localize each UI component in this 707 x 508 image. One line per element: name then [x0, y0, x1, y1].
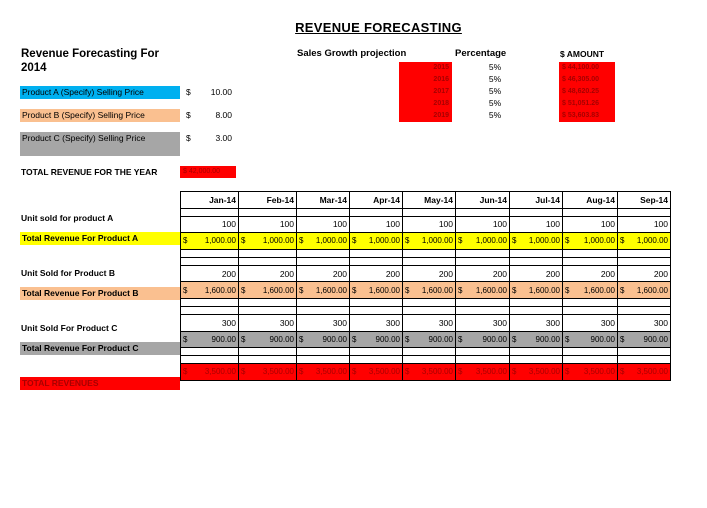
spacer [181, 257, 239, 265]
spacer [239, 298, 297, 306]
total-a-row [181, 233, 671, 250]
growth-pct[interactable]: 5% [488, 110, 502, 120]
growth-amount[interactable]: $ 51,051.26 [559, 98, 615, 110]
product-c-currency: $ [186, 133, 191, 143]
spacer [510, 298, 563, 306]
month-header: May-14 [403, 192, 456, 209]
spacer [297, 356, 350, 364]
product-b-currency: $ [186, 110, 191, 120]
unit-a-cell[interactable]: 100 [403, 216, 456, 233]
spacer-row [181, 208, 671, 216]
product-a-currency: $ [186, 87, 191, 97]
growth-amount[interactable]: $ 53,603.83 [559, 110, 615, 122]
spacer [239, 257, 297, 265]
spacer [563, 208, 618, 216]
unit-b-cell[interactable]: 200 [181, 265, 239, 282]
spacer [403, 348, 456, 356]
unit-b-cell[interactable]: 200 [510, 265, 563, 282]
spacer [239, 306, 297, 314]
spacer-row [181, 298, 671, 306]
total-b-cell[interactable]: $ 1,600.00 [297, 282, 350, 299]
total-a-cell[interactable]: $ 1,000.00 [456, 233, 510, 250]
total-c-cell[interactable]: $ 900.00 [456, 331, 510, 348]
spacer [297, 348, 350, 356]
percentage-heading: Percentage [455, 48, 507, 59]
forecast-heading [21, 47, 159, 75]
spacer [350, 249, 403, 257]
total-c-cell[interactable]: $ 900.00 [239, 331, 297, 348]
grand-total-cell[interactable]: $ 3,500.00 [618, 364, 671, 381]
growth-year[interactable]: 2019 [399, 110, 452, 122]
sales-growth-heading: Sales Growth projection [297, 48, 407, 59]
spacer [403, 356, 456, 364]
unit-a-cell[interactable]: 100 [297, 216, 350, 233]
spacer-row [181, 356, 671, 364]
unit-a-cell[interactable]: 100 [350, 216, 403, 233]
total-c-cell[interactable]: $ 900.00 [618, 331, 671, 348]
spacer [181, 356, 239, 364]
unit-b-cell[interactable]: 200 [456, 265, 510, 282]
total-a-cell[interactable]: $ 1,000.00 [297, 233, 350, 250]
total-b-label: Total Revenue For Product B [20, 287, 180, 300]
spacer [456, 249, 510, 257]
monthly-revenue-table [180, 191, 671, 381]
total-b-cell[interactable]: $ 1,600.00 [181, 282, 239, 299]
total-b-cell[interactable]: $ 1,600.00 [456, 282, 510, 299]
amount-heading: $ AMOUNT [560, 49, 605, 59]
total-c-cell[interactable]: $ 900.00 [181, 331, 239, 348]
spacer [618, 306, 671, 314]
month-header: Feb-14 [239, 192, 297, 209]
forecast-heading-line1: Revenue Forecasting For [21, 48, 160, 60]
unit-a-cell[interactable]: 100 [563, 216, 618, 233]
spacer [563, 356, 618, 364]
spacer [618, 356, 671, 364]
spacer [239, 348, 297, 356]
grand-total-cell[interactable]: $ 3,500.00 [297, 364, 350, 381]
spacer [456, 208, 510, 216]
spacer [181, 298, 239, 306]
unit-a-cell[interactable]: 100 [181, 216, 239, 233]
total-a-cell[interactable]: $ 1,000.00 [510, 233, 563, 250]
spacer [456, 356, 510, 364]
unit-c-cell[interactable]: 300 [510, 314, 563, 331]
spacer [618, 257, 671, 265]
total-c-cell[interactable]: $ 900.00 [563, 331, 618, 348]
unit-c-cell[interactable]: 300 [456, 314, 510, 331]
growth-pct[interactable]: 5% [488, 98, 502, 108]
unit-b-row [181, 265, 671, 282]
spacer [510, 208, 563, 216]
product-c-price[interactable]: 3.00 [215, 133, 232, 143]
forecast-heading-line2: 2014 [21, 62, 47, 74]
unit-b-cell[interactable]: 200 [403, 265, 456, 282]
unit-c-cell[interactable]: 300 [297, 314, 350, 331]
grand-total-cell[interactable]: $ 3,500.00 [563, 364, 618, 381]
page-title: REVENUE FORECASTING [295, 20, 462, 35]
total-a-label: Total Revenue For Product A [20, 232, 180, 245]
total-a-cell[interactable]: $ 1,000.00 [350, 233, 403, 250]
growth-year[interactable]: 2015 [399, 62, 452, 74]
total-a-cell[interactable]: $ 1,000.00 [563, 233, 618, 250]
spacer [510, 356, 563, 364]
spacer [510, 306, 563, 314]
unit-c-cell[interactable]: 300 [350, 314, 403, 331]
spacer [618, 249, 671, 257]
growth-pct[interactable]: 5% [488, 86, 502, 96]
spacer [350, 298, 403, 306]
total-year-value[interactable]: $ 42,000.00 [180, 166, 236, 178]
spacer [403, 298, 456, 306]
month-header: Jan-14 [181, 192, 239, 209]
total-a-cell[interactable]: $ 1,000.00 [239, 233, 297, 250]
spacer [456, 257, 510, 265]
spacer [510, 348, 563, 356]
growth-year[interactable]: 2017 [399, 86, 452, 98]
unit-c-cell[interactable]: 300 [181, 314, 239, 331]
growth-amount[interactable]: $ 46,305.00 [559, 74, 615, 86]
unit-a-cell[interactable]: 100 [456, 216, 510, 233]
unit-b-cell[interactable]: 200 [563, 265, 618, 282]
unit-a-cell[interactable]: 100 [618, 216, 671, 233]
spacer [563, 249, 618, 257]
month-header: Mar-14 [297, 192, 350, 209]
total-a-cell[interactable]: $ 1,000.00 [618, 233, 671, 250]
spacer [297, 208, 350, 216]
spacer [563, 298, 618, 306]
spacer [403, 208, 456, 216]
spacer [350, 356, 403, 364]
spacer [618, 348, 671, 356]
spacer [297, 257, 350, 265]
total-c-cell[interactable]: $ 900.00 [403, 331, 456, 348]
unit-b-cell[interactable]: 200 [239, 265, 297, 282]
spacer [297, 306, 350, 314]
month-header: Sep-14 [618, 192, 671, 209]
spacer [456, 306, 510, 314]
spacer [618, 208, 671, 216]
product-a-label[interactable]: Product A (Specify) Selling Price [20, 86, 180, 99]
unit-a-cell[interactable]: 100 [239, 216, 297, 233]
unit-b-label: Unit Sold for Product B [21, 268, 115, 278]
total-b-cell[interactable]: $ 1,600.00 [618, 282, 671, 299]
total-a-cell[interactable]: $ 1,000.00 [181, 233, 239, 250]
unit-b-cell[interactable]: 200 [297, 265, 350, 282]
total-b-cell[interactable]: $ 1,600.00 [403, 282, 456, 299]
spacer [618, 298, 671, 306]
total-b-cell[interactable]: $ 1,600.00 [239, 282, 297, 299]
spacer [239, 249, 297, 257]
total-c-label: Total Revenue For Product C [20, 342, 180, 355]
spacer [403, 249, 456, 257]
unit-b-cell[interactable]: 200 [350, 265, 403, 282]
spacer-row [181, 348, 671, 356]
unit-c-cell[interactable]: 300 [403, 314, 456, 331]
month-header: Aug-14 [563, 192, 618, 209]
growth-amount[interactable]: $ 44,100.00 [559, 62, 615, 74]
spacer [297, 298, 350, 306]
spacer [350, 257, 403, 265]
spacer [403, 306, 456, 314]
grand-total-cell[interactable]: $ 3,500.00 [239, 364, 297, 381]
spacer [181, 348, 239, 356]
grand-total-cell[interactable]: $ 3,500.00 [456, 364, 510, 381]
grand-row [181, 364, 671, 381]
total-b-row [181, 282, 671, 299]
unit-c-label: Unit Sold For Product C [21, 323, 118, 333]
month-header: Jul-14 [510, 192, 563, 209]
growth-pct[interactable]: 5% [488, 62, 502, 72]
spacer [563, 306, 618, 314]
product-b-label[interactable]: Product B (Specify) Selling Price [20, 109, 180, 122]
total-c-cell[interactable]: $ 900.00 [350, 331, 403, 348]
spacer [510, 257, 563, 265]
unit-b-cell[interactable]: 200 [618, 265, 671, 282]
unit-c-cell[interactable]: 300 [563, 314, 618, 331]
total-b-cell[interactable]: $ 1,600.00 [510, 282, 563, 299]
spacer-row [181, 257, 671, 265]
spacer [403, 257, 456, 265]
total-c-cell[interactable]: $ 900.00 [297, 331, 350, 348]
growth-amount[interactable]: $ 48,620.25 [559, 86, 615, 98]
total-b-cell[interactable]: $ 1,600.00 [563, 282, 618, 299]
grand-total-cell[interactable]: $ 3,500.00 [510, 364, 563, 381]
total-year-label: TOTAL REVENUE FOR THE YEAR [21, 167, 158, 177]
grand-total-label: TOTAL REVENUES [20, 377, 180, 390]
grand-total-cell[interactable]: $ 3,500.00 [403, 364, 456, 381]
total-b-cell[interactable]: $ 1,600.00 [350, 282, 403, 299]
spacer [350, 348, 403, 356]
spacer-row [181, 306, 671, 314]
unit-a-label: Unit sold for product A [21, 213, 114, 223]
spacer [456, 348, 510, 356]
total-c-row [181, 331, 671, 348]
months-row [181, 192, 671, 209]
spacer [239, 208, 297, 216]
product-c-label[interactable]: Product C (Specify) Selling Price [20, 132, 180, 156]
unit-c-cell[interactable]: 300 [239, 314, 297, 331]
spacer [350, 306, 403, 314]
product-a-price[interactable]: 10.00 [210, 87, 232, 97]
spacer [563, 348, 618, 356]
unit-a-cell[interactable]: 100 [510, 216, 563, 233]
total-c-cell[interactable]: $ 900.00 [510, 331, 563, 348]
spacer-row [181, 249, 671, 257]
spacer [297, 249, 350, 257]
spacer [181, 208, 239, 216]
spacer [510, 249, 563, 257]
product-b-price[interactable]: 8.00 [215, 110, 232, 120]
growth-pct[interactable]: 5% [488, 74, 502, 84]
growth-year[interactable]: 2018 [399, 98, 452, 110]
month-header: Apr-14 [350, 192, 403, 209]
unit-c-cell[interactable]: 300 [618, 314, 671, 331]
spacer [350, 208, 403, 216]
unit-c-row [181, 314, 671, 331]
grand-total-cell[interactable]: $ 3,500.00 [350, 364, 403, 381]
growth-year[interactable]: 2016 [399, 74, 452, 86]
spacer [563, 257, 618, 265]
spacer [456, 298, 510, 306]
month-header: Jun-14 [456, 192, 510, 209]
spacer [239, 356, 297, 364]
grand-total-cell[interactable]: $ 3,500.00 [181, 364, 239, 381]
spacer [181, 249, 239, 257]
spacer [181, 306, 239, 314]
total-a-cell[interactable]: $ 1,000.00 [403, 233, 456, 250]
unit-a-row [181, 216, 671, 233]
